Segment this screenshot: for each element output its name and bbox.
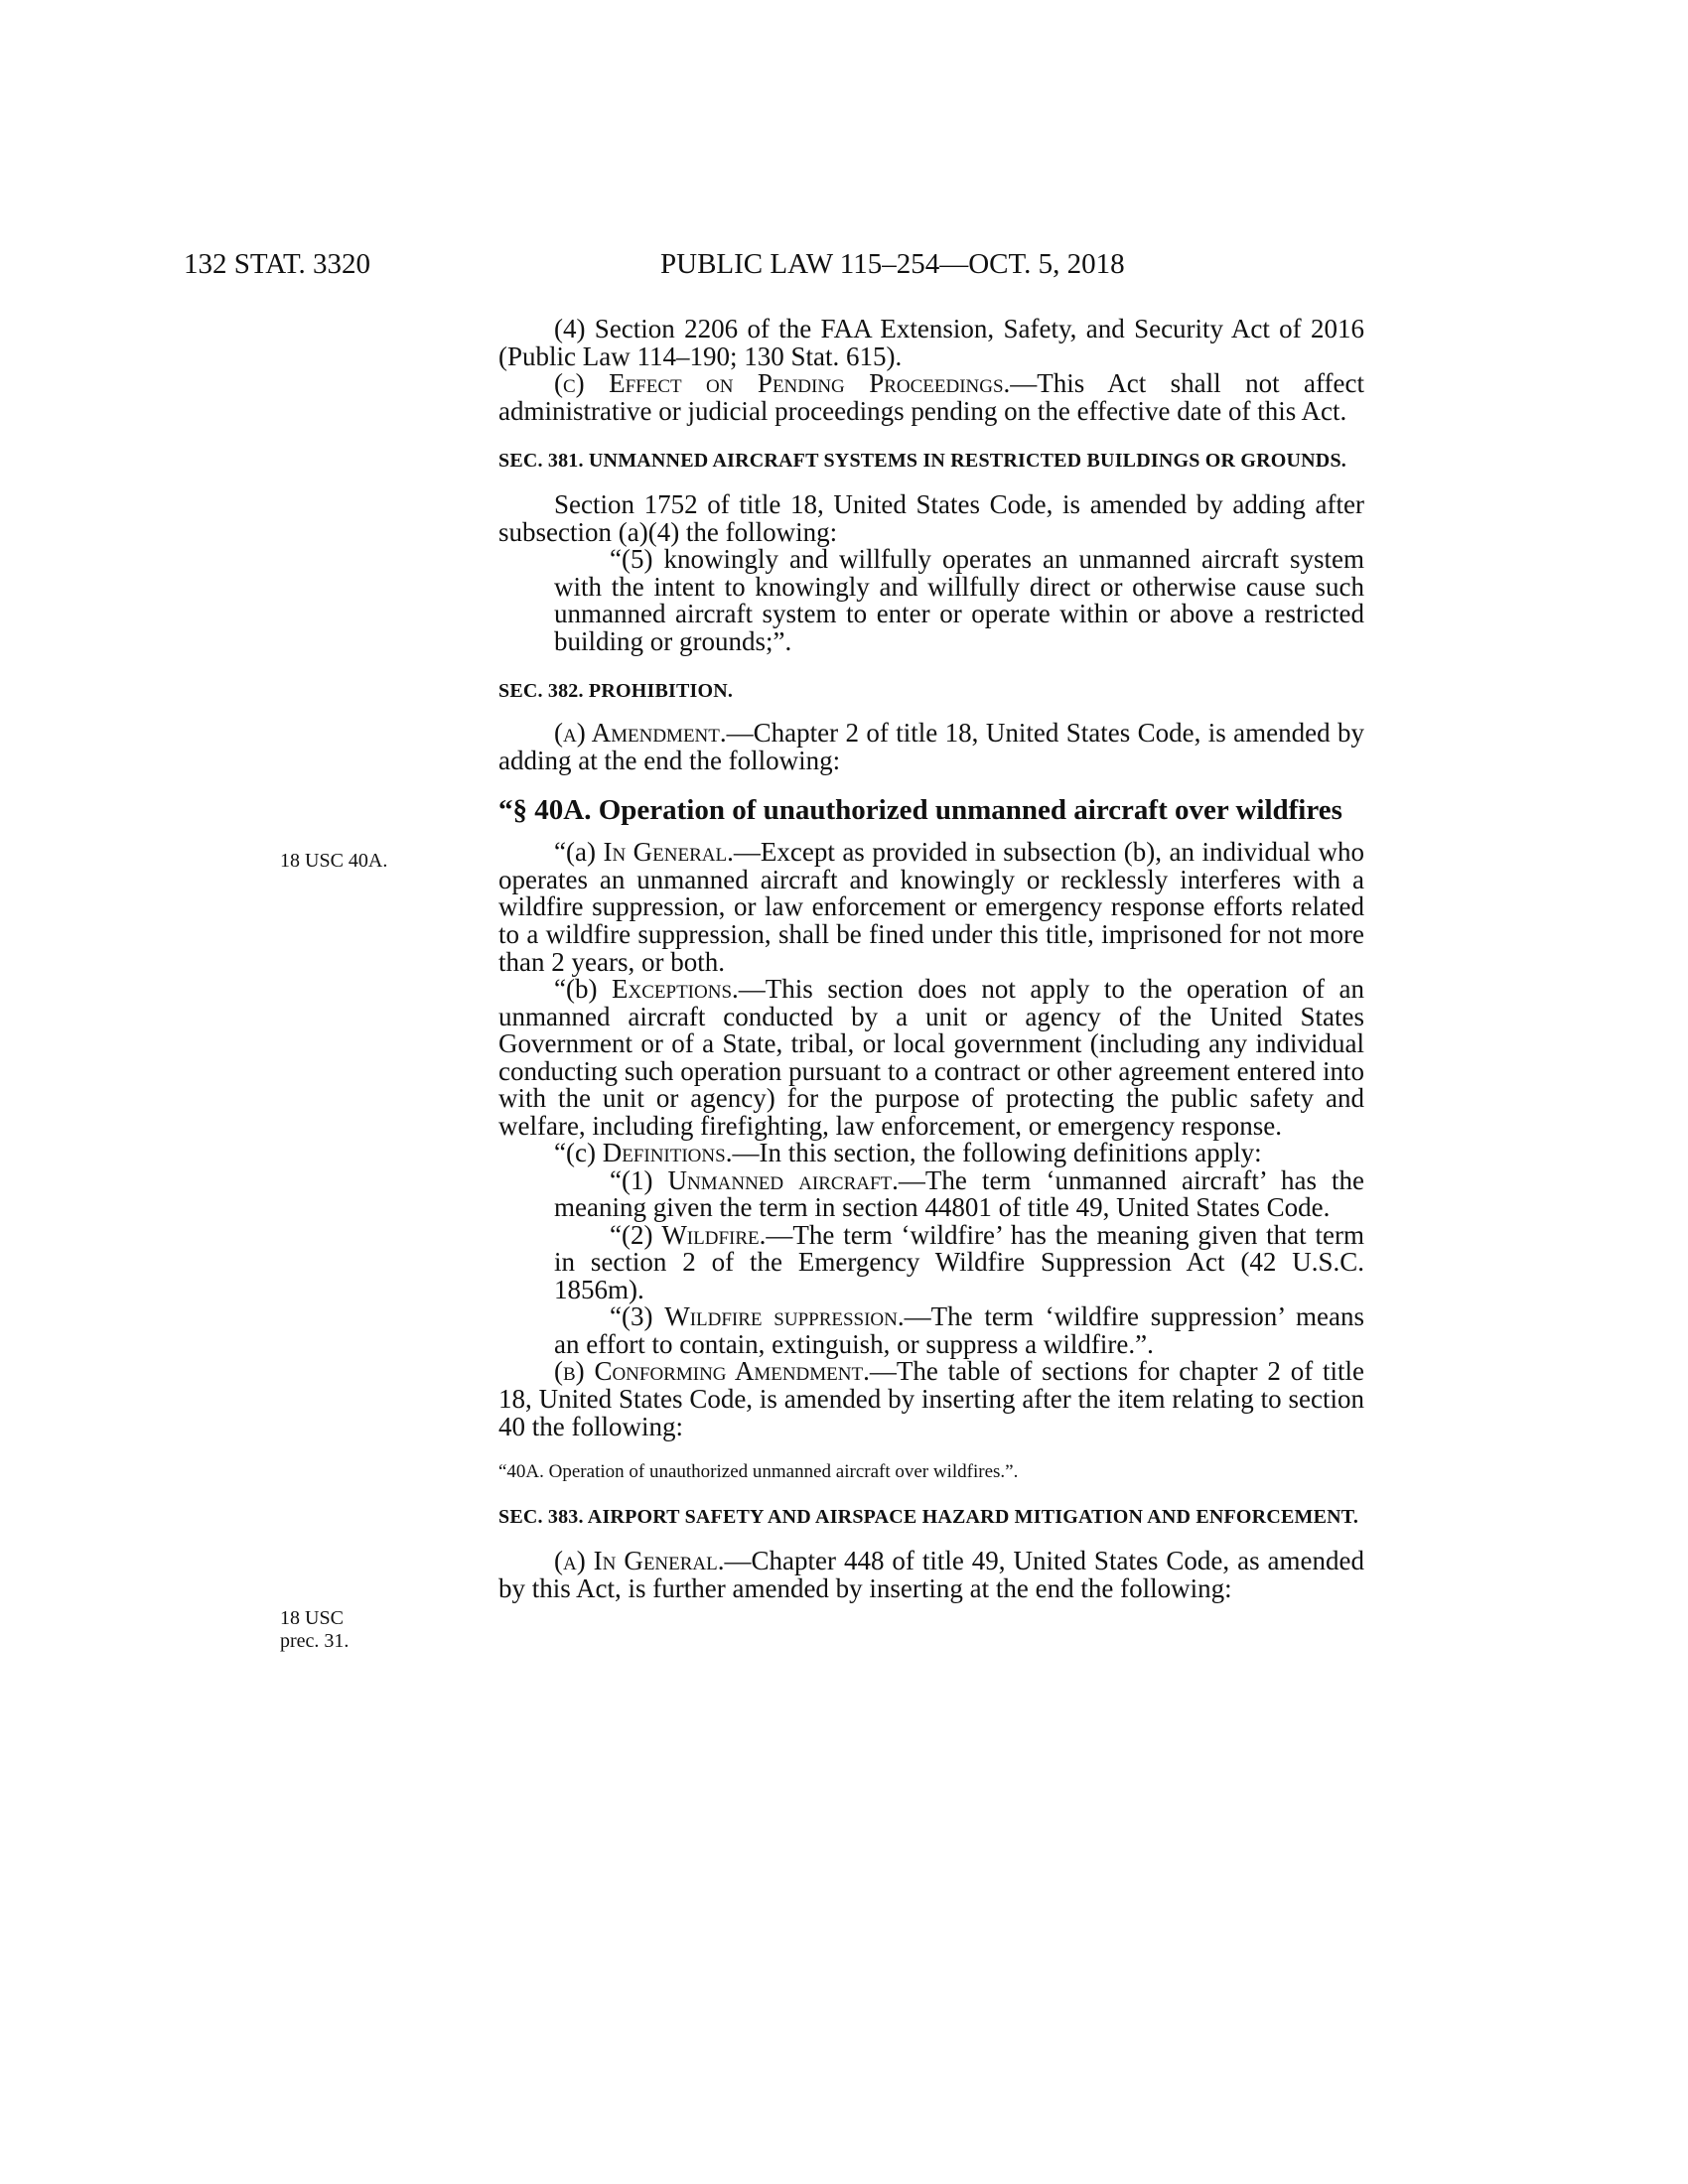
paragraph-text: —The term ‘wildfire suppression’ means an effort to contain, extinguish, or suppress a wildfire.”. — [554, 1301, 1364, 1359]
margin-note-18-usc-prec-31 — [280, 1607, 349, 1653]
paragraph-definition-unmanned-aircraft — [554, 1164, 1364, 1223]
paragraph-label: (b) Conforming Amendment. — [554, 1356, 870, 1387]
paragraph-text: —Chapter 448 of title 49, United States Code, as amended by this Act, is further amended by inserting at the end the following: — [498, 1546, 1364, 1603]
stat-page-number: 132 STAT. 3320 — [184, 248, 371, 280]
paragraph-definition-wildfire-suppression — [554, 1303, 1364, 1358]
paragraph-text: —This Act shall not affect administrative or judicial proceedings pending on the effective date of this Act. — [498, 368, 1364, 426]
paragraph-prefix: “(2) — [610, 1219, 662, 1250]
paragraph-40a-c-definitions — [498, 1140, 1364, 1167]
paragraph-text: —Chapter 2 of title 18, United States Code, is amended by adding at the end the following: — [498, 718, 1365, 775]
paragraph-prefix: “(1) — [610, 1164, 668, 1195]
margin-note-line: 18 USC — [280, 1607, 344, 1629]
paragraph-text: —Except as provided in subsection (b), an individual who operates an unmanned aircraft and knowingly or recklessly interferes with a wildfire suppression, or law enforcement or emergency response efforts related to a wildfire suppression, shall be fined under this title, imprisoned for not more than 2 years, or both. — [498, 837, 1364, 977]
section-383-heading: SEC. 383. AIRPORT SAFETY AND AIRSPACE HAZARD MITIGATION AND ENFORCEMENT. — [498, 1506, 1359, 1529]
paragraph-label: Exceptions. — [612, 974, 739, 1005]
paragraph-label: In General. — [603, 837, 734, 868]
paragraph-label: Wildfire suppression. — [664, 1301, 905, 1332]
paragraph-text: —The term ‘unmanned aircraft’ has the meaning given the term in section 44801 of title 49, United States Code. — [554, 1164, 1364, 1223]
paragraph-label: (a) Amendment. — [554, 718, 727, 749]
paragraph-faa-section-2206: (4) Section 2206 of the FAA Extension, Safety, and Security Act of 2016 (Public Law 114–190; 130 Stat. 615). — [498, 314, 1364, 371]
paragraph-prefix: “(3) — [610, 1301, 665, 1332]
paragraph-label: Unmanned aircraft. — [667, 1164, 899, 1195]
paragraph-definition-wildfire — [554, 1219, 1364, 1304]
paragraph-effect-on-pending-proceedings — [498, 370, 1364, 425]
section-40a-heading: “§ 40A. Operation of unauthorized unmanned aircraft over wildfires — [498, 794, 1342, 827]
paragraph-text: —The table of sections for chapter 2 of title 18, United States Code, is amended by inserting after the item relating to section 40 the following: — [498, 1356, 1364, 1441]
margin-note-line: prec. 31. — [280, 1630, 350, 1652]
paragraph-label: (c) Effect on Pending Proceedings. — [554, 368, 1011, 399]
margin-note-18-usc-40a: 18 USC 40A. — [280, 850, 388, 872]
paragraph-conforming-amendment — [498, 1358, 1364, 1440]
paragraph-label: Wildfire. — [661, 1219, 767, 1250]
paragraph-text: —This section does not apply to the operation of an unmanned aircraft conducted by a unit or agency of the United States Government or of a State, tribal, or local government (including any individual conducting such operation pursuant to a contract or other agreement entered into with the unit or agency) for the purpose of protecting the public safety and welfare, including firefighting, law enforcement, or emergency response. — [498, 974, 1365, 1141]
document-body — [498, 316, 1364, 1603]
paragraph-section-381-amendment: Section 1752 of title 18, United States Code, is amended by adding after subsection (a)(4) the following: — [498, 489, 1364, 547]
paragraph-40a-b-exceptions — [498, 976, 1364, 1140]
section-381-heading: SEC. 381. UNMANNED AIRCRAFT SYSTEMS IN RESTRICTED BUILDINGS OR GROUNDS. — [498, 450, 1346, 473]
paragraph-text: —The term ‘wildfire’ has the meaning given that term in section 2 of the Emergency Wildfire Suppression Act (42 U.S.C. 1856m). — [554, 1219, 1364, 1304]
paragraph-section-382-a — [498, 720, 1364, 774]
paragraph-label: (a) In General. — [554, 1546, 725, 1576]
paragraph-prefix: “(c) — [554, 1138, 603, 1168]
paragraph-label: Definitions. — [602, 1138, 733, 1168]
paragraph-section-381-quoted: “(5) knowingly and willfully operates an unmanned aircraft system with the intent to knowingly and willfully direct or otherwise cause such unmanned aircraft system to enter or operate within or above a restricted building or grounds;”. — [554, 544, 1364, 656]
section-382-heading: SEC. 382. PROHIBITION. — [498, 680, 734, 703]
paragraph-prefix: “(a) — [554, 837, 604, 868]
page-header — [184, 248, 1370, 294]
paragraph-text: —In this section, the following definitions apply: — [732, 1138, 1262, 1168]
paragraph-section-383-a — [498, 1548, 1364, 1602]
paragraph-40a-a-in-general — [498, 839, 1364, 976]
table-of-sections-item: “40A. Operation of unauthorized unmanned aircraft over wildfires.”. — [498, 1461, 1019, 1483]
public-law-title: PUBLIC LAW 115–254—OCT. 5, 2018 — [660, 248, 1125, 280]
paragraph-prefix: “(b) — [554, 974, 613, 1005]
